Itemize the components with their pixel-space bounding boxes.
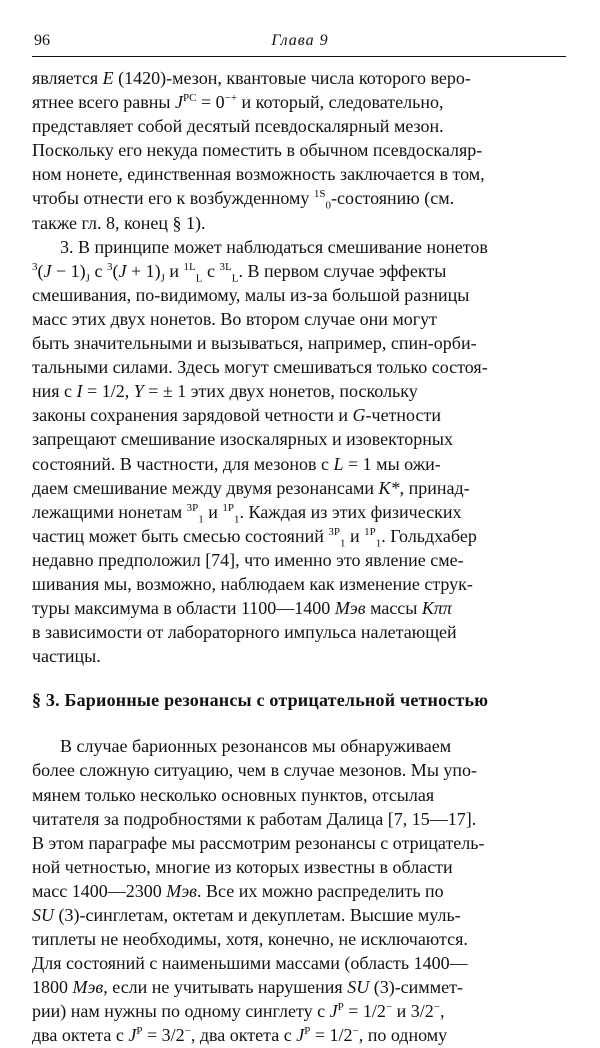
text-line: состояний. В частности, для мезонов с L = 1 мы ожи- <box>32 453 441 474</box>
text-line: масс этих двух нонетов. Во втором случае они могут <box>32 308 438 329</box>
paragraph-1 <box>32 66 566 235</box>
chapter-title: Глава 9 <box>271 32 329 49</box>
text-line: рии) нам нужны по одному синглету с $J^P = 1/2^-$ и 3/2−, <box>32 1001 445 1022</box>
text-line: смешивания, по-видимому, малы из-за большой разницы <box>32 284 470 305</box>
text-line: в зависимости от лабораторного импульса налетающей <box>32 622 457 643</box>
text-line: также гл. 8, конец § 1). <box>32 212 206 233</box>
text-line: шивания мы, возможно, наблюдаем как изменение струк- <box>32 573 473 594</box>
text-line: туры максимума в области 1100—1400 Мэв массы Kππ <box>32 598 452 619</box>
text-line: Поскольку его некуда поместить в обычном псевдоскаляр- <box>32 140 483 161</box>
header-rule <box>32 56 566 57</box>
running-head <box>32 32 568 54</box>
text-line: В случае барионных резонансов мы обнаруживаем <box>60 736 452 757</box>
text-line: ной четностью, многие из которых известны в области <box>32 856 453 877</box>
paragraph-3 <box>32 734 566 1047</box>
text-line: два октета с $J^P = 3/2^-$, два октета с $J^P = 1/2^-$, по одному <box>32 1025 448 1046</box>
text-line: ном нонете, единственная возможность заключается в том, <box>32 164 485 185</box>
text-line: ятнее всего равны $J^{PC} = 0^{-+}$ и который, следовательно, <box>32 92 444 113</box>
text-line: тальными силами. Здесь могут смешиваться только состоя- <box>32 357 488 378</box>
text-line: недавно предположил [74], что именно это явление сме- <box>32 549 464 570</box>
text-line: 1800 Мэв, если не учитывать нарушения SU (3)-симмет- <box>32 977 463 998</box>
text-line: ния с I = 1/2, Y = ± 1 этих двух нонетов, поскольку <box>32 381 418 402</box>
text-line: читателя за подробностями к работам Далица [7, 15—17]. <box>32 808 477 829</box>
text-line: $^3(J - 1)_J$ с $^3(J + 1)_J$ и $^{1L}_L$ с $^{3L}_L$. В первом случае эффекты <box>32 260 447 283</box>
text-line: частиц может быть смесью состояний $^{3P}_1$ и $^{1P}_1$. Гольдхабер <box>32 525 477 548</box>
text-line: быть значительными и вызываться, например, спин-орби- <box>32 333 477 354</box>
text-line: является E (1420)-мезон, квантовые числа которого веро- <box>32 68 471 88</box>
text-line: представляет собой десятый псевдоскалярный мезон. <box>32 116 444 137</box>
text-line: законы сохранения зарядовой четности и G-четности <box>32 405 441 426</box>
text-line: чтобы отнести его к возбужденному $^{1S}_0$-состоянию (см. <box>32 188 455 211</box>
text-line: В этом параграфе мы рассмотрим резонансы с отрицатель- <box>32 832 485 853</box>
text-line: типлеты не необходимы, хотя, конечно, не исключаются. <box>32 929 468 950</box>
text-line: более сложную ситуацию, чем в случае мезонов. Мы упо- <box>32 760 478 781</box>
body-text <box>32 66 566 1048</box>
page-number: 96 <box>34 32 50 49</box>
text-line: Для состояний с наименьшими массами (область 1400— <box>32 953 468 974</box>
text-line: мянем только несколько основных пунктов, отсылая <box>32 784 435 805</box>
text-line: частицы. <box>32 646 101 667</box>
text-line: 3. В принципе может наблюдаться смешивание нонетов <box>60 236 488 257</box>
text-line: масс 1400—2300 Мэв. Все их можно распределить по <box>32 880 444 901</box>
section-heading: § 3. Барионные резонансы с отрицательной четностью <box>32 690 489 711</box>
paragraph-2 <box>32 235 566 669</box>
text-line: запрещают смешивание изоскалярных и изовекторных <box>32 429 453 450</box>
text-line: даем смешивание между двумя резонансами K*, принад- <box>32 477 470 498</box>
text-line: SU (3)-синглетам, октетам и декуплетам. Высшие муль- <box>32 905 461 925</box>
text-line: лежащими нонетам $^{3P}_1$ и $^{1P}_1$. Каждая из этих физических <box>32 501 462 524</box>
